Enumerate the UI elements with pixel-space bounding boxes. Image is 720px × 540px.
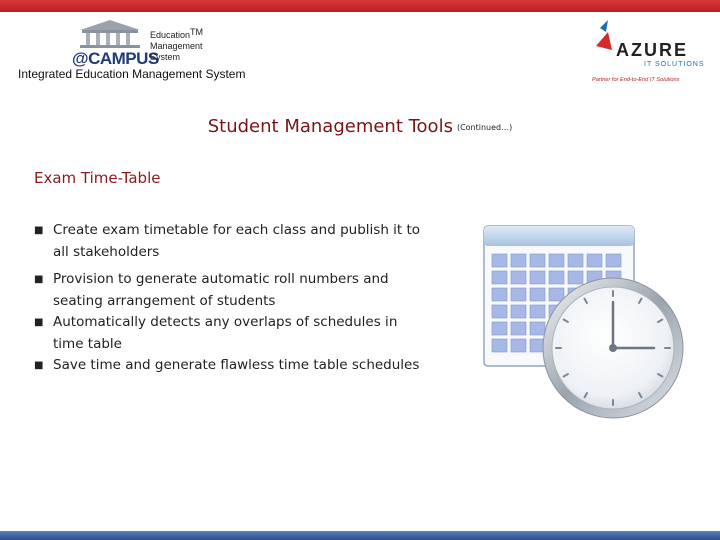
azure-tagline: Partner for End-to-End IT Solutions: [592, 77, 680, 83]
bullet-square-icon: ■: [34, 317, 44, 328]
slide-title-text: Student Management Tools: [207, 116, 453, 137]
campus-brand: @CAMPUS: [72, 49, 159, 68]
calendar-clock-illustration: [478, 220, 693, 425]
bullet-square-icon: ■: [34, 360, 44, 371]
bullet-square-icon: ■: [34, 274, 44, 285]
logo-line-1: Education: [150, 30, 191, 40]
section-heading: Exam Time-Table: [34, 169, 161, 187]
slide-title: [0, 116, 720, 137]
bullet-list: [34, 220, 429, 377]
list-item: ■ Provision to generate automatic roll numbers and seating arrangement of students: [34, 271, 389, 309]
list-item: ■ Automatically detects any overlaps of schedules in time table: [34, 314, 398, 352]
building-icon: [80, 20, 140, 48]
top-accent-bar: [0, 0, 720, 12]
azure-brand: AZURE: [616, 40, 688, 60]
list-item: ■ Save time and generate flawless time table schedules: [34, 355, 429, 377]
clock-icon: [543, 278, 683, 418]
azure-mark-icon: [596, 20, 612, 50]
logo-line-2: Management: [150, 41, 203, 51]
slide-title-suffix: (Continued…): [456, 122, 513, 132]
list-item: ■ Create exam timetable for each class and publish it to all stakeholders: [34, 222, 421, 260]
campus-logo: [70, 18, 220, 68]
azure-sub: IT SOLUTIONS: [644, 61, 705, 68]
logo-line-3: System: [150, 52, 181, 62]
left-tagline: Integrated Education Management System: [18, 67, 246, 81]
azure-logo: [592, 18, 708, 90]
logo-tm: TM: [190, 27, 203, 37]
bottom-accent-bar: [0, 531, 720, 540]
bullet-square-icon: ■: [34, 225, 44, 236]
